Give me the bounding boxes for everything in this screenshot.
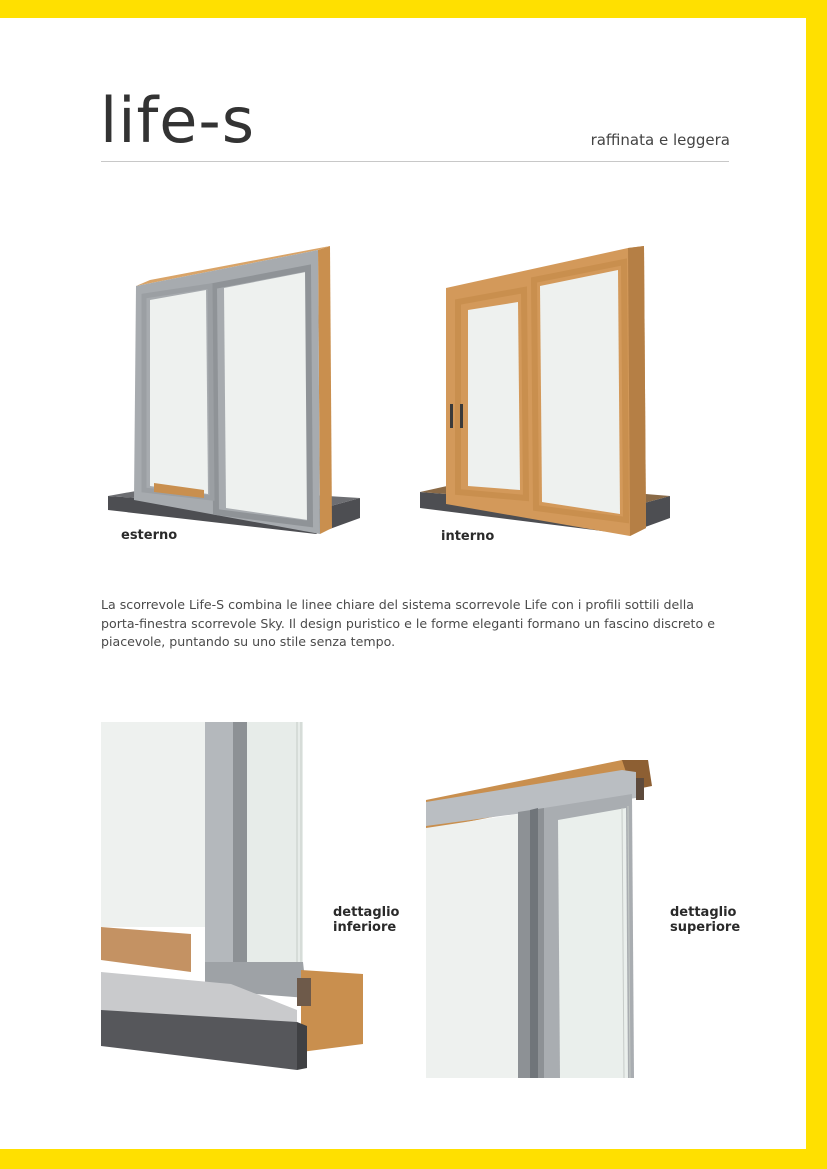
caption-exterior: esterno <box>121 528 178 543</box>
caption-top-detail <box>670 905 740 935</box>
page-subtitle: raffinata e leggera <box>590 131 730 149</box>
caption-interior: interno <box>441 529 495 544</box>
bottom-detail-image <box>101 722 363 1088</box>
interior-window-image <box>418 228 674 553</box>
caption-bottom-detail <box>333 905 399 935</box>
description-text: La scorrevole Life-S combina le linee chiare del sistema scorrevole Life con i profili sottili della porta-finestra scorrevole Sky. Il design puristico e le forme eleganti formano un fascino discreto e piacevole, puntando su uno stile senza tempo. <box>101 597 715 649</box>
exterior-window-image <box>104 228 366 548</box>
caption-top-detail-line1: dettaglio <box>670 905 737 920</box>
top-detail-image <box>426 742 662 1078</box>
page <box>0 18 806 1149</box>
caption-bottom-detail-line2: inferiore <box>333 920 397 935</box>
page-title: life-s <box>100 84 256 157</box>
caption-bottom-detail-line1: dettaglio <box>333 905 400 920</box>
caption-top-detail-line2: superiore <box>670 920 741 935</box>
title-divider <box>101 161 729 162</box>
